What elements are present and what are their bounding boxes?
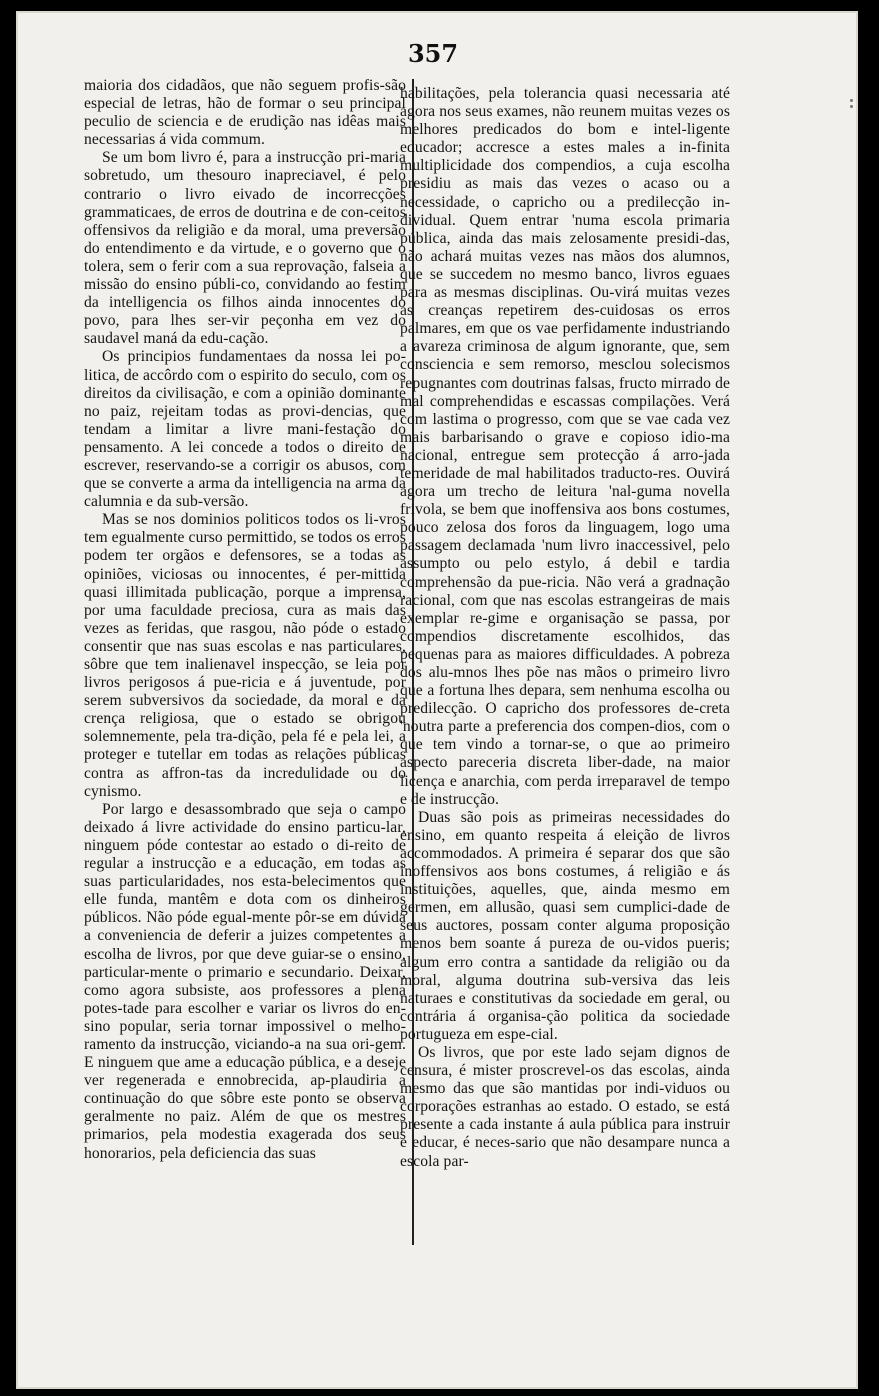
left-paragraph-2: Se um bom livro é, para a instrucção pri-maria sobretudo, um thesouro inapreciavel, é pelo contrario o livro eivado de incorrecções grammaticaes, de erros de doutrina e de con-ceitos offensivos da religião e da moral, uma preversão do entendimento e da virtude, e o governo que o tolera, sem o ferir com a sua reprovação, falseia a missão do ensino públi-co, convidando ao festim da intelligencia os filhos ainda innocentes do povo, para lhes ser-vir peçonha em vez do saudavel maná da edu-cação. [84,149,406,348]
left-paragraph-3: Os principios fundamentaes da nossa lei po-litica, de accôrdo com o espirito do seculo, com os direitos da civilisação, e com a opinião dominante no paiz, rejeitam todas as provi-dencias, que tendam a limitar a livre mani-festação do pensamento. A lei concede a todos o direito de escrever, reservando-se a corrigir os abusos, com que se converte a arma da intelligencia na arma da calumnia e da sub-versão. [84,348,406,511]
left-paragraph-5: Por largo e desassombrado que seja o campo deixado á livre actividade do ensino particu-lar, ninguem póde contestar ao estado o di-reito de regular a instrucção e a educação, em todas as suas particularidades, nos esta-belecimentos que elle funda, mantêm e dota com os dinheiros públicos. Não póde egual-mente pôr-se em dúvida a conveniencia de deferir a juizes competentes a escolha de livros, por que deve guiar-se o ensino, particular-mente o primario e secundario. Deixar, como agora subsiste, aos professores a plena potes-tade para escolher e variar os livros do en-sino popular, seria tornar impossivel o melho-ramento da instrucção, viciando-a na sua ori-gem. E ninguem que ame a educação pública, e a deseje ver regenerada e ennobrecida, ap-plaudiria a continuação do que sôbre este ponto se observa geralmente no paiz. Além de que os mestres primarios, pela modestia exagerada dos seus honorarios, pela deficiencia das suas [84,800,406,1162]
right-paragraph-1: habilitações, pela tolerancia quasi necessaria até agora nos seus exames, não reunem muitas vezes os melhores predicados do bom e intel-ligente educador; accresce a estes males a in-finita multiplicidade dos compendios, a cuja escolha presidiu as mais das vezes o acaso ou a necessidade, o capricho ou a predilecção in-dividual. Quem entrar 'numa escola primaria pública, ainda das mais zelosamente presidi-das, não achará muitas vezes nas mãos dos alumnos, que se succedem no mesmo banco, livros eguaes para as mesmas disciplinas. Ou-virá muitas vezes as creanças repetirem des-cuidosas os erros palmares, em que os vae perfidamente industriando a avareza criminosa de algum ignorante, que, sem consciencia e sem remorso, mesclou solecismos repugnantes com doutrinas falsas, fructo mirrado de mal comprehendidas e escassas compilações. Verá com lastima o progresso, com que se vae cada vez mais barbarisando o grave e copioso idio-ma nacional, entregue sem protecção á arro-jada temeridade de mal habilitados traducto-res. Ouvirá agora um trecho de leitura 'nal-guma novella frivola, se bem que inoffensiva aos bons costumes, pouco zelosa dos foros da linguagem, logo uma passagem declamada 'num livro inaccessivel, pelo assumpto ou pelo estylo, á debil e tardia comprehensão da pue-ricia. Não verá a gradnação racional, com que nas escolas estrangeiras de mais exemplar re-gime e organisação se passa, por compendios discretamente escolhidos, das pequenas para as maiores difficuldades. A pobreza dos alu-mnos lhes põe nas mãos o primeiro livro que a fortuna lhes depara, sem nenhuma escolha ou predilecção. O capricho dos professores de-creta 'noutra parte a preferencia dos compen-dios, com o que tem vindo a tornar-se, o que ao primeiro aspecto pareceria discreta liber-dade, na maior licença e anarchia, com perda irreparavel de tempo e de instrucção. [400,85,730,808]
edge-speck [850,105,853,108]
right-paragraph-3: Os livros, que por este lado sejam dignos de censura, é mister proscrevel-os das escolas, ainda mesmo das que são mantidas por indi-viduos ou corporações estranhas ao estado. O estado, se está presente a cada instante á aula pública para instruir e educar, é neces-sario que não desampare nunca a escola par- [400,1043,730,1170]
edge-speck [850,99,853,102]
left-paragraph-1: maioria dos cidadãos, que não seguem profis-são especial de letras, hão de formar o seu principal peculio de sciencia e de erudição nas idêas mais necessarias á vida commum. [84,77,406,149]
scanned-page [16,11,858,1389]
left-column [84,77,406,1163]
left-paragraph-4: Mas se nos dominios politicos todos os li-vros tem egualmente curso permittido, se todos os erros podem ter orgãos e defensores, se a todas as opiniões, viciosas ou innocentes, é per-mittida quasi illimitada publicação, porque a imprensa, por uma faculdade preciosa, cura as mais das vezes as feridas, que rasgou, não póde o estado consentir que nas suas escolas e nas particulares, sôbre que tem inalienavel inspecção, se leia por livros perigosos á pue-ricia e á juventude, por serem subversivos da sociedade, da moral e da crença religiosa, que o estado se obrigou solemnemente, pela tra-dição, pela fé e pela lei, a proteger e tutellar em todas as relações públicas contra as affron-tas da incredulidade ou do cynismo. [84,511,406,800]
right-paragraph-2: Duas são pois as primeiras necessidades do ensino, em quanto respeita á eleição de livros accommodados. A primeira é separar dos que são inoffensivos aos bons costumes, á religião e ás instituições, aquelles, que, ainda mesmo em germen, em allusão, quasi sem cumplici-dade de seus auctores, possam conter alguma proposição menos bem soante á pureza de ou-vidos pueris; algum erro contra a santidade da religião ou da moral, alguma doutrina sub-versiva das leis naturaes e constitutivas da sociedade em geral, ou contrária á organisa-ção politica da sociedade portugueza em espe-cial. [400,808,730,1043]
right-column [400,85,730,1171]
page-number: 357 [407,39,459,68]
